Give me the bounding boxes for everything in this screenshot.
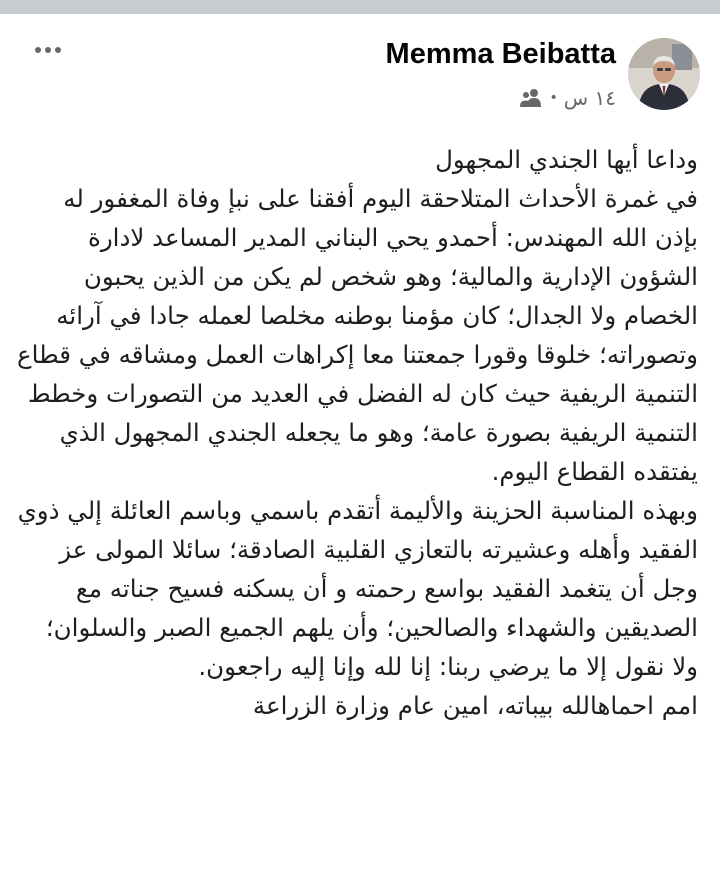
post-paragraph: امم احماهالله بيباته، امين عام وزارة الزراعة xyxy=(252,691,698,720)
post-meta xyxy=(519,86,616,110)
post-header xyxy=(0,14,720,124)
author-name[interactable]: Memma Beibatta xyxy=(385,38,616,70)
post-paragraph: وبهذه المناسبة الحزينة والأليمة أتقدم باسمي وباسم العائلة إلي ذوي الفقيد وأهله وعشيرته بالتعازي القلبية الصادقة؛ سائلا المولى عز وجل أن يتغمد الفقيد بواسع رحمته و أن يسكنه فسيح جناته مع الصديقين والشهداء والصالحين؛ وأن يلهم الجميع الصبر والسلوان؛ ولا نقول إلا ما يرضي ربنا: إنا لله وإنا إليه راجعون. xyxy=(17,496,698,681)
post-paragraph: وداعا أيها الجندي المجهول xyxy=(435,145,698,174)
more-dot xyxy=(45,47,51,53)
post-options-button[interactable] xyxy=(30,38,66,62)
post-text xyxy=(14,140,698,725)
author-avatar[interactable] xyxy=(628,38,700,110)
friends-icon[interactable] xyxy=(519,88,543,108)
more-dots-icon xyxy=(35,47,41,53)
avatar-photo xyxy=(628,38,700,110)
meta-separator: • xyxy=(549,90,558,106)
post-timestamp[interactable]: ١٤ س xyxy=(563,86,616,110)
feed-divider xyxy=(0,0,720,14)
more-dot xyxy=(55,47,61,53)
post-paragraph: في غمرة الأحداث المتلاحقة اليوم أفقنا على نبإ وفاة المغفور له بإذن الله المهندس: أحمدو يحي البناني المدير المساعد لادارة الشؤون الإدارية والمالية؛ وهو شخص لم يكن من الذين يحبون الخصام ولا الجدال؛ كان مؤمنا بوطنه مخلصا لعمله جادا في آرائه وتصوراته؛ خلوقا وقورا جمعتنا معا إكراهات العمل ومشاقه في قطاع التنمية الريفية حيث كان له الفضل في العديد من التصورات وخطط التنمية الريفية بصورة عامة؛ وهو ما يجعله الجندي المجهول الذي يفتقده القطاع اليوم. xyxy=(17,184,698,486)
